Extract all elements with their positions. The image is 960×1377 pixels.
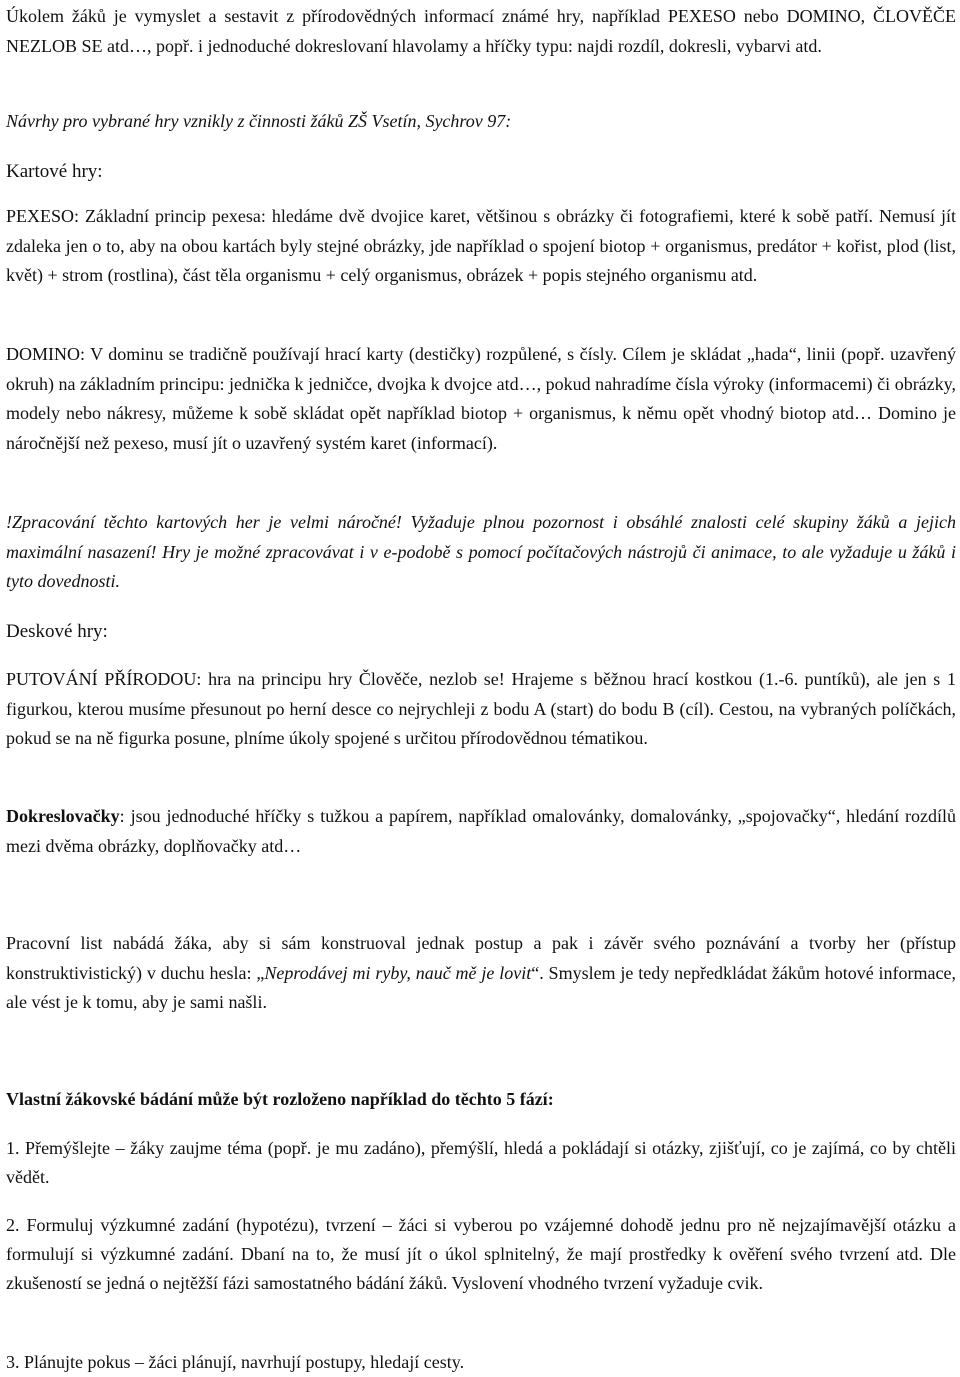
warning-paragraph <box>6 508 956 597</box>
phases-heading-text: Vlastní žákovské bádání může být rozloženo například do těchto 5 fází: <box>6 1089 554 1109</box>
phase-item-1 <box>6 1134 956 1192</box>
board-games-heading <box>6 617 956 647</box>
board-games-heading-text: Deskové hry: <box>6 621 108 642</box>
worksheet-paragraph <box>6 929 956 1018</box>
worksheet-before: Pracovní list nabádá žáka, aby si sám konstruoval jednak postup a pak i závěr svého poznávání a tvorby her (přístup konstruktivistický) v duchu hesla: „ <box>6 933 956 983</box>
phase-item-3 <box>6 1348 956 1377</box>
proposals-note-text: Návrhy pro vybrané hry vznikly z činnosti žáků ZŠ Vsetín, Sychrov 97: <box>6 111 512 131</box>
intro-text: Úkolem žáků je vymyslet a sestavit z přírodovědných informací známé hry, například PEXESO nebo DOMINO, ČLOVĚČE NEZLOB SE atd…, popř. i jednoduché dokreslovaní hlavolamy a hříčky typu: najdi rozdíl, dokresli, vybarvi atd. <box>6 6 956 56</box>
dokreslovacky-text <box>6 802 956 861</box>
pexeso-paragraph <box>6 202 956 291</box>
dokreslovacky-paragraph <box>6 802 956 861</box>
warning-text: !Zpracování těchto kartových her je velmi náročné! Vyžaduje plnou pozornost i obsáhlé znalosti celé skupiny žáků a jejich maximální nasazení! Hry je možné zpracovávat i v e-podobě s pomocí počítačových nástrojů či animace, to ale vyžaduje u žáků i tyto dovednosti. <box>6 512 956 591</box>
intro-paragraph <box>6 2 956 61</box>
domino-text: DOMINO: V dominu se tradičně používají hrací karty (destičky) rozpůlené, s čísly. Cílem je skládat „hada“, linii (popř. uzavřený okruh) na základním principu: jednička k jedničce, dvojka k dvojce atd…, pokud nahradíme čísla výroky (informacemi) či obrázky, modely nebo nákresy, můžeme k sobě skládat opět například biotop + organismus, k němu opět vhodný biotop atd… Domino je náročnější než pexeso, musí jít o uzavřený systém karet (informací). <box>6 344 956 453</box>
worksheet-after: “. Smyslem je tedy nepředkládat žákům hotové informace, ale vést je k tomu, aby je sami našli. <box>6 962 957 1012</box>
phase-item-2 <box>6 1211 956 1298</box>
dokreslovacky-term: Dokreslovačky <box>6 806 120 826</box>
worksheet-text <box>6 929 956 1018</box>
domino-paragraph <box>6 340 956 458</box>
phase-item-text: 3. Plánujte pokus – žáci plánují, navrhují postupy, hledají cesty. <box>6 1352 465 1372</box>
phase-item-text: 2. Formuluj výzkumné zadání (hypotézu), tvrzení – žáci si vyberou po vzájemné dohodě jednu pro ně nejzajímavější otázku a formulují si výzkumné zadání. Dbaní na to, že musí jít o úkol splnitelný, že mají prostředky k ověření svého tvrzení atd. Dle zkušeností se jedná o nejtěžší fázi samostatného bádání žáků. Vyslovení vhodného tvrzení vyžaduje cvik. <box>6 1215 956 1293</box>
dokreslovacky-description: : jsou jednoduché hříčky s tužkou a papírem, například omalovánky, domalovánky, „spojovačky“, hledání rozdílů mezi dvěma obrázky, doplňovačky atd… <box>6 806 956 856</box>
card-games-heading-text: Kartové hry: <box>6 161 103 182</box>
phases-heading <box>6 1085 956 1115</box>
putovani-paragraph <box>6 665 956 754</box>
worksheet-motto: Neprodávej mi ryby, nauč mě je lovit <box>264 962 532 983</box>
proposals-note <box>6 107 956 137</box>
phase-item-text: 1. Přemýšlejte – žáky zaujme téma (popř. je mu zadáno), přemýšlí, hledá a pokládají si otázky, zjišťují, co je zajímá, co by chtěli vědět. <box>6 1138 956 1187</box>
card-games-heading <box>6 157 956 187</box>
putovani-text: PUTOVÁNÍ PŘÍRODOU: hra na principu hry Člověče, nezlob se! Hrajeme s běžnou hrací kostkou (1.-6. puntíků), ale jen s 1 figurkou, kterou musíme přesunout po herní desce co nejrychleji z bodu A (start) do bodu B (cíl). Cestou, na vybraných políčkách, pokud se na ně figurka posune, plníme úkoly spojené s určitou přírodovědnou tématikou. <box>6 669 956 748</box>
pexeso-text: PEXESO: Základní princip pexesa: hledáme dvě dvojice karet, většinou s obrázky či fotografiemi, které k sobě patří. Nemusí jít zdaleka jen o to, aby na obou kartách byly stejné obrázky, jde například o spojení biotop + organismus, predátor + kořist, plod (list, květ) + strom (rostlina), část těla organismu + celý organismus, obrázek + popis stejného organismu atd. <box>6 206 956 285</box>
